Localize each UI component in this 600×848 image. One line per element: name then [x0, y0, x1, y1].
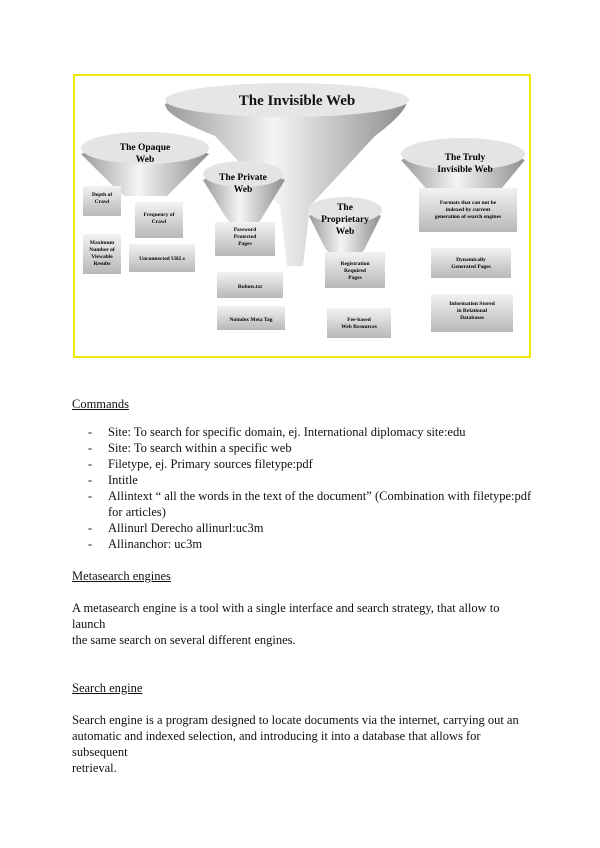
truly-title-2: Invisible Web	[437, 165, 493, 175]
invisible-web-diagram	[73, 74, 531, 358]
svg-text:Web Resources: Web Resources	[341, 324, 377, 330]
proprietary-title-2: Proprietary	[321, 215, 369, 225]
opaque-web-funnel	[81, 132, 209, 274]
opaque-title-1: The Opaque	[119, 143, 171, 153]
search-engine-heading: Search engine	[72, 681, 143, 695]
truly-title-1: The Truly	[444, 153, 486, 163]
list-item: - Allintext “ all the words in the text of the document” (Combination with filetype:pdf for articles)	[88, 489, 532, 519]
svg-text:Maximum: Maximum	[89, 240, 115, 246]
svg-text:Generated Pages: Generated Pages	[451, 264, 491, 270]
svg-text:Pages: Pages	[348, 275, 362, 281]
proprietary-box-fee	[327, 308, 391, 338]
metasearch-heading: Metasearch engines	[72, 569, 171, 583]
opaque-title-2: Web	[135, 155, 155, 165]
metasearch-paragraph: A metasearch engine is a tool with a single interface and search strategy, that allow to launch the same search on several different engines.	[72, 601, 500, 647]
svg-text:indexed by current: indexed by current	[445, 207, 491, 213]
proprietary-title-3: Web	[335, 227, 355, 237]
truly-invisible-web-funnel	[401, 138, 525, 332]
list-item: - Allinurl Derecho allinurl:uc3m	[88, 521, 264, 535]
diagram-title: The Invisible Web	[238, 93, 356, 109]
list-item: - Site: To search within a specific web	[88, 441, 292, 455]
svg-text:Fee-based: Fee-based	[347, 317, 371, 323]
document-body	[72, 396, 532, 776]
list-item: - Site: To search for specific domain, ej. International diplomacy site:edu	[88, 425, 466, 439]
svg-text:Information Stored: Information Stored	[449, 301, 495, 307]
svg-text:Password: Password	[233, 227, 257, 233]
private-title-1: The Private	[219, 173, 267, 183]
truly-box-dynamic	[431, 248, 511, 278]
svg-text:Crawl: Crawl	[151, 219, 167, 225]
svg-text:Results: Results	[93, 261, 111, 267]
private-title-2: Web	[233, 185, 253, 195]
private-web-funnel	[203, 161, 285, 330]
svg-text:Databases: Databases	[460, 315, 484, 321]
diagram-svg	[75, 76, 529, 356]
svg-text:Required: Required	[344, 268, 366, 274]
svg-text:Crawl: Crawl	[94, 199, 110, 205]
svg-text:Pages: Pages	[238, 241, 252, 247]
svg-text:Unconnected URLs: Unconnected URLs	[139, 256, 185, 262]
svg-text:Depth of: Depth of	[91, 192, 113, 198]
commands-heading: Commands	[72, 397, 129, 411]
commands-list	[72, 424, 532, 552]
svg-text:Frequency of: Frequency of	[143, 212, 175, 218]
list-item: - Intitle	[88, 473, 138, 487]
svg-text:Registration: Registration	[340, 261, 370, 267]
svg-text:Noindex Meta Tag: Noindex Meta Tag	[229, 317, 273, 323]
svg-text:Viewable: Viewable	[91, 254, 113, 260]
proprietary-title-1: The	[337, 203, 353, 213]
svg-text:Robots.txt: Robots.txt	[237, 284, 263, 290]
svg-text:generation of search engines: generation of search engines	[434, 214, 502, 220]
list-item: - Filetype, ej. Primary sources filetype:pdf	[88, 457, 313, 471]
search-engine-paragraph: Search engine is a program designed to locate documents via the internet, carrying out an automatic and indexed selection, and introducing it into a database that allows for subsequent retrieval.	[72, 713, 519, 775]
svg-text:in Relational: in Relational	[456, 308, 488, 314]
list-item: - Allinanchor: uc3m	[88, 537, 203, 551]
svg-text:Formats that can not be: Formats that can not be	[439, 200, 497, 206]
proprietary-web-funnel	[308, 197, 391, 338]
svg-text:Dynamically: Dynamically	[456, 257, 486, 263]
svg-text:Number of: Number of	[89, 247, 115, 253]
big-funnel	[165, 83, 409, 266]
svg-text:Protected: Protected	[233, 234, 257, 240]
